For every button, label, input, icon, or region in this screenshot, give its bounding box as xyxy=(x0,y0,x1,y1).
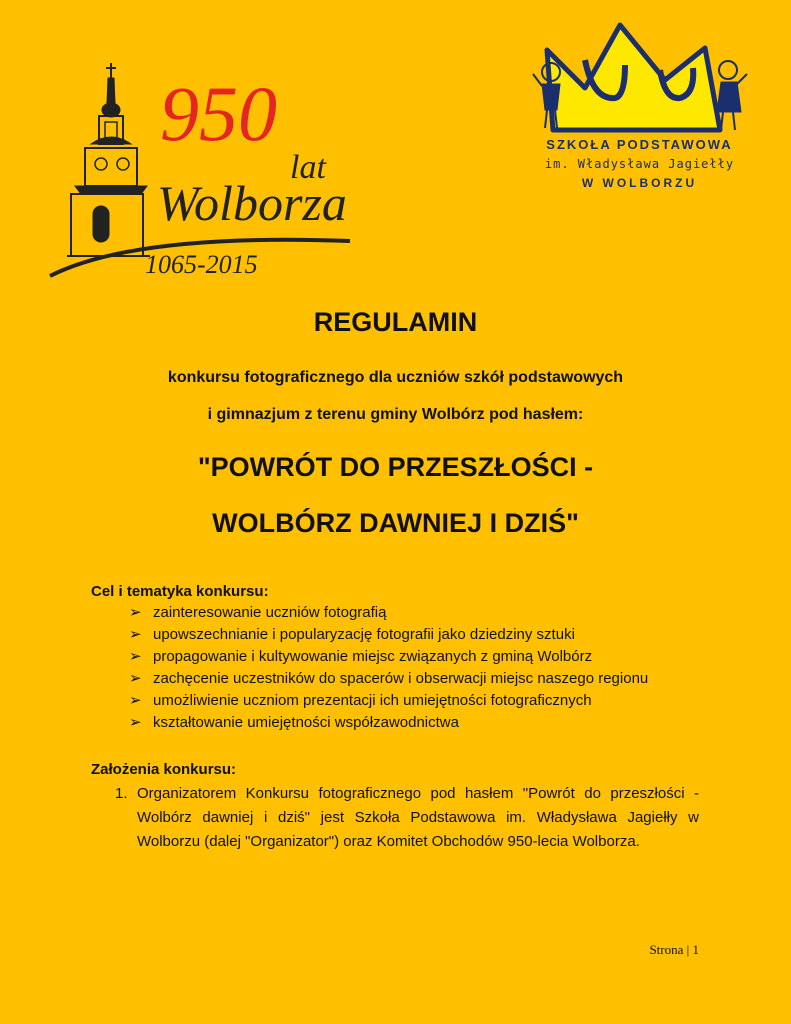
logo-word-lat: lat xyxy=(290,149,326,186)
list-item: ➢ upowszechnianie i popularyzację fotografii jako dziedziny sztuki xyxy=(91,624,701,646)
arrow-bullet-icon: ➢ xyxy=(129,648,142,665)
assumptions-heading: Założenia konkursu: xyxy=(91,761,237,778)
assumptions-section xyxy=(91,761,701,854)
goals-list xyxy=(91,602,701,734)
anniversary-logo xyxy=(45,58,360,283)
page-number: Strona | 1 xyxy=(649,942,699,957)
subtitle-line2: i gimnazjum z terenu gminy Wolbórz pod hasłem: xyxy=(207,406,584,423)
page-title: REGULAMIN xyxy=(313,307,478,337)
arrow-bullet-icon: ➢ xyxy=(129,670,142,687)
motto-line1: "POWRÓT DO PRZESZŁOŚCI - xyxy=(197,452,594,482)
logo-name: Wolborza xyxy=(157,175,347,231)
arrow-bullet-icon: ➢ xyxy=(129,604,142,621)
logo-number: 950 xyxy=(160,70,277,157)
list-item: ➢ zainteresowanie uczniów fotografią xyxy=(91,602,701,624)
motto-line2: WOLBÓRZ DAWNIEJ I DZIŚ" xyxy=(212,508,579,538)
list-item: ➢ kształtowanie umiejętności współzawodnictwa xyxy=(91,712,701,734)
child-right-icon xyxy=(717,61,747,130)
item-text: Organizatorem Konkursu fotograficznego pod hasłem "Powrót do przeszłości - Wolbórz dawniej i dziś" jest Szkoła Podstawowa im. Władysława Jagiełły w Wolborzu (dalej "Organizator") oraz Komitet Obchodów 950-lecia Wolborza. xyxy=(137,785,699,850)
church-tower-icon xyxy=(67,63,150,256)
school-name-line3: W WOLBORZU xyxy=(581,176,698,190)
arrow-bullet-icon: ➢ xyxy=(129,626,142,643)
goals-section xyxy=(91,583,701,734)
list-item: ➢ zachęcenie uczestników do spacerów i obserwacji miejsc naszego regionu xyxy=(91,668,701,690)
school-name-line2: im. Władysława Jagiełły xyxy=(544,157,735,171)
goals-heading: Cel i tematyka konkursu: xyxy=(91,583,269,600)
arrow-bullet-icon: ➢ xyxy=(129,692,142,709)
list-item: ➢ propagowanie i kultywowanie miejsc związanych z gminą Wolbórz xyxy=(91,646,701,668)
list-item xyxy=(91,782,699,854)
list-item: ➢ umożliwienie uczniom prezentacji ich umiejętności fotograficznych xyxy=(91,690,701,712)
subtitle-line1: konkursu fotograficznego dla uczniów szkół podstawowych xyxy=(167,369,624,386)
arrow-bullet-icon: ➢ xyxy=(129,714,142,731)
crown-icon xyxy=(547,25,720,130)
assumptions-list xyxy=(91,782,701,854)
school-name-line1: SZKOŁA PODSTAWOWA xyxy=(546,137,733,152)
logo-years: 1065-2015 xyxy=(145,250,258,279)
item-number: 1. xyxy=(115,785,128,802)
